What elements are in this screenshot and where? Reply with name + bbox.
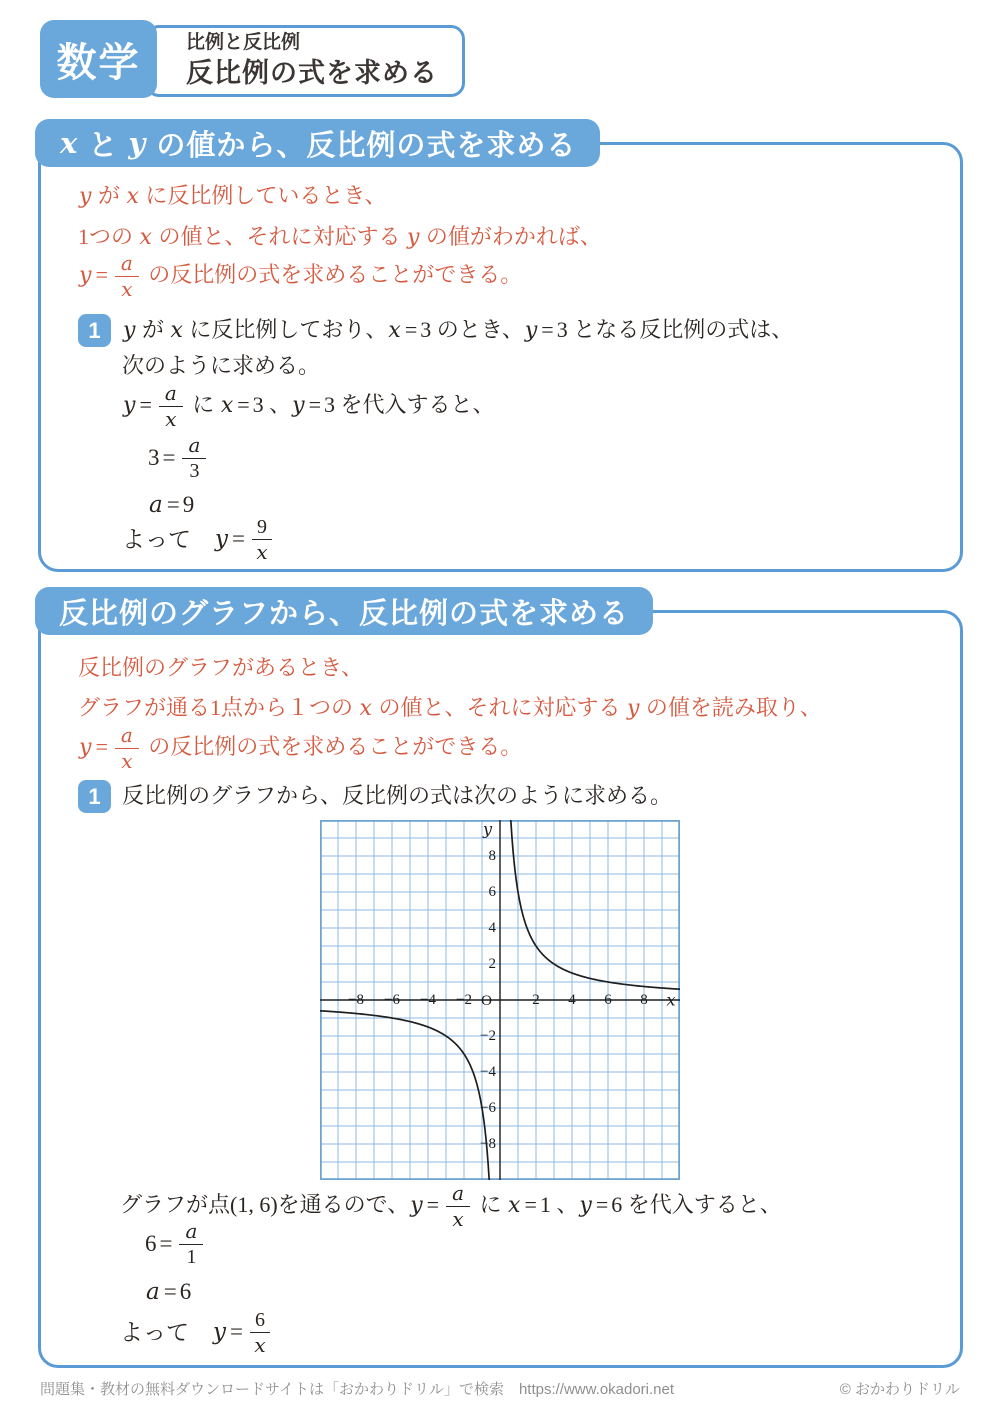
item-number-badge: 1	[78, 780, 111, 813]
section-2-heading: 反比例のグラフから、反比例の式を求める	[35, 587, 653, 635]
fraction: $\frac{6}{x}$	[250, 1309, 270, 1357]
fraction: $\frac{a}{x}$	[159, 382, 183, 431]
svg-text:−2: −2	[480, 1028, 496, 1044]
inverse-proportion-graph	[320, 820, 680, 1180]
page-title-box	[145, 25, 465, 97]
svg-text:6: 6	[488, 884, 496, 900]
item-number-badge: 1	[78, 314, 111, 347]
section-1-item-line-1: y が x に反比例しており、 x = 3 のとき、 y = 3 となる反比例の式は、	[123, 316, 794, 343]
svg-text:4: 4	[568, 992, 576, 1008]
section-2-step-1: 6 = $\frac{a}{1}$	[145, 1216, 207, 1270]
svg-text:4: 4	[488, 920, 496, 936]
svg-text:2: 2	[488, 956, 496, 972]
subject-badge: 数学	[40, 20, 157, 98]
section-1-intro-line-1: y が x に反比例しているとき、	[79, 183, 387, 209]
page-footer	[40, 1378, 960, 1399]
section-1-intro-line-2: 1つの x の値と、それに対応する y の値がわかれば、	[78, 224, 602, 250]
fraction: $\frac{a}{x}$	[115, 724, 139, 773]
page-title: 反比例の式を求める	[186, 58, 438, 89]
svg-text:O: O	[481, 993, 492, 1009]
section-2-intro-line-2: グラフが通る1点から１つの x の値と、それに対応する y の値を読み取り、	[78, 695, 822, 721]
svg-text:x: x	[666, 990, 676, 1010]
section-1-heading: x と y の値から、反比例の式を求める	[35, 119, 600, 167]
section-2-step-3: よって y = $\frac{6}{x}$	[120, 1304, 274, 1360]
section-1-item-line-3: y = $\frac{a}{x}$ に x = 3 、 y = 3 を代入すると、	[123, 380, 495, 431]
fraction: $\frac{a}{x}$	[446, 1182, 470, 1231]
section-1-step-1: 3 = $\frac{a}{3}$	[148, 430, 210, 484]
svg-text:6: 6	[604, 992, 612, 1008]
svg-text:−2: −2	[456, 992, 472, 1008]
section-2-item-line: 反比例のグラフから、反比例の式は次のように求める。	[122, 783, 673, 808]
section-2-caption-line: グラフが点(1, 6)を通るので、 y = $\frac{a}{x}$ に x = 1 、 y = 6 を代入すると、	[120, 1180, 782, 1231]
svg-text:−8: −8	[348, 992, 364, 1008]
svg-text:−6: −6	[384, 992, 400, 1008]
section-1-step-2: a = 9	[149, 492, 195, 518]
svg-text:2: 2	[532, 992, 540, 1008]
fraction: $\frac{a}{1}$	[179, 1220, 203, 1268]
footer-copyright: © おかわりドリル	[839, 1381, 960, 1398]
svg-text:−4: −4	[480, 1064, 496, 1080]
svg-text:−8: −8	[480, 1136, 496, 1152]
section-2-step-2: a = 6	[146, 1279, 192, 1305]
section-2-intro-line-3: y = $\frac{a}{x}$ の反比例の式を求めることができる。	[79, 722, 523, 773]
fraction: $\frac{9}{x}$	[252, 516, 272, 564]
section-1-intro-line-3: y = $\frac{a}{x}$ の反比例の式を求めることができる。	[79, 250, 523, 301]
svg-text:8: 8	[488, 848, 496, 864]
fraction: $\frac{a}{3}$	[182, 434, 206, 482]
svg-text:y: y	[482, 820, 492, 839]
svg-text:8: 8	[640, 992, 648, 1008]
fraction: $\frac{a}{x}$	[115, 252, 139, 301]
svg-text:−6: −6	[480, 1100, 496, 1116]
section-1-item-line-2: 次のように求める。	[122, 353, 321, 378]
unit-label: 比例と反比例	[186, 32, 301, 54]
section-1-step-3: よって y = $\frac{9}{x}$	[122, 511, 276, 567]
footer-site-info: 問題集・教材の無料ダウンロードサイトは「おかわりドリル」で検索 https://www.okadori.net	[40, 1381, 675, 1398]
svg-text:−4: −4	[420, 992, 436, 1008]
section-2-intro-line-1: 反比例のグラフがあるとき、	[78, 655, 364, 680]
